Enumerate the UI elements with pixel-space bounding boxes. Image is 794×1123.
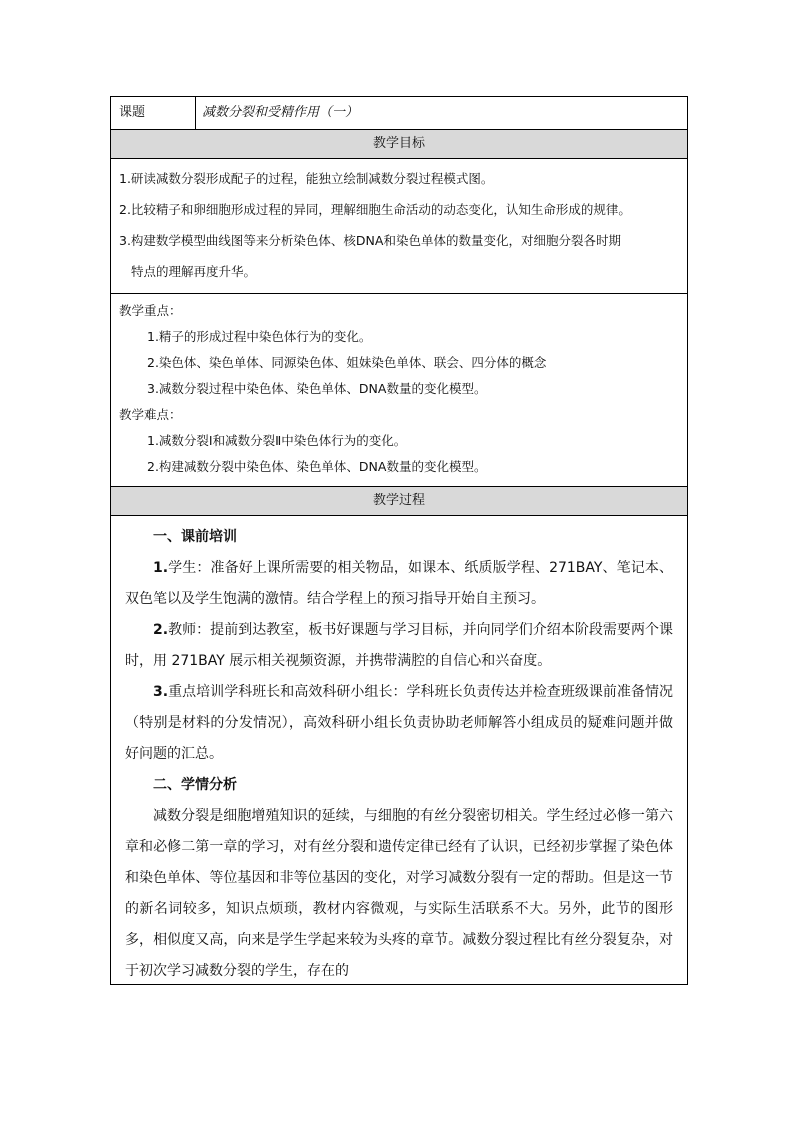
paragraph-text: 学生：准备好上课所需要的相关物品，如课本、纸质版学程、271BAY、笔记本、双色笔以及学生饱满的激情。结合学程上的预习指导开始自主预习。 (125, 560, 673, 607)
goals-heading: 教学目标 (111, 130, 688, 159)
difficulties-heading: 教学难点： (119, 407, 182, 422)
key-point-item: 1.精子的形成过程中染色体行为的变化。 (147, 329, 372, 344)
paragraph-analysis: 减数分裂是细胞增殖知识的延续，与细胞的有丝分裂密切相关。学生经过必修一第六章和必修二第一章的学习，对有丝分裂和遗传定律已经有了认识，已经初步掌握了染色体和染色单体、等位基因和非等位基因的变化，对学习减数分裂有一定的帮助。但是这一节的新名词较多，知识点烦琐，教材内容微观，与实际生活联系不大。另外，此节的图形多，相似度又高，向来是学生学起来较为头疼的章节。减数分裂过程比有丝分裂复杂，对于初次学习减数分裂的学生，存在的 (125, 808, 673, 979)
keys-cell (111, 294, 688, 487)
difficulty-item: 2.构建减数分裂中染色体、染色单体、DNA数量的变化模型。 (147, 459, 487, 474)
paragraph-text: 重点培训学科班长和高效科研小组长：学科班长负责传达并检查班级课前准备情况（特别是材料的分发情况），高效科研小组长负责协助老师解答小组成员的疑难问题并做好问题的汇总。 (125, 684, 673, 762)
goals-row (111, 159, 688, 294)
difficulty-item: 1.减数分裂Ⅰ和减数分裂Ⅱ中染色体行为的变化。 (147, 433, 407, 448)
goal-item: 特点的理解再度升华。 (131, 264, 257, 279)
section-title-analysis: 二、学情分析 (153, 777, 237, 793)
paragraph-students (125, 553, 673, 615)
paragraph-number: 2. (153, 622, 169, 638)
topic-title: 减数分裂和受精作用（一） (196, 97, 688, 130)
paragraph-number: 3. (153, 684, 169, 700)
goals-heading-row (111, 130, 688, 159)
process-cell (111, 516, 688, 985)
paragraph-training (125, 677, 673, 770)
key-point-item: 3.减数分裂过程中染色体、染色单体、DNA数量的变化模型。 (147, 381, 487, 396)
key-points-heading: 教学重点： (119, 303, 182, 318)
goal-item: 2.比较精子和卵细胞形成过程的异同，理解细胞生命活动的动态变化，认知生命形成的规律。 (119, 202, 631, 217)
lesson-plan-table (110, 96, 688, 985)
key-point-item: 2.染色体、染色单体、同源染色体、姐妹染色单体、联会、四分体的概念 (147, 355, 547, 370)
keys-row (111, 294, 688, 487)
lesson-plan-sheet (110, 96, 688, 985)
goal-item: 3.构建数学模型曲线图等来分析染色体、核DNA和染色单体的数量变化，对细胞分裂各时期 (119, 233, 621, 248)
goal-item: 1.研读减数分裂形成配子的过程，能独立绘制减数分裂过程模式图。 (119, 171, 494, 186)
goals-cell (111, 159, 688, 294)
paragraph-text: 教师：提前到达教室，板书好课题与学习目标，并向同学们介绍本阶段需要两个课时，用 271BAY 展示相关视频资源，并携带满腔的自信心和兴奋度。 (125, 622, 673, 669)
section-title-pretraining: 一、课前培训 (153, 529, 237, 545)
process-body (111, 516, 687, 984)
process-row (111, 516, 688, 985)
paragraph-number: 1. (153, 560, 169, 576)
process-heading-row (111, 487, 688, 516)
topic-label: 课题 (111, 97, 196, 130)
paragraph-teacher (125, 615, 673, 677)
process-heading: 教学过程 (111, 487, 688, 516)
topic-row (111, 97, 688, 130)
